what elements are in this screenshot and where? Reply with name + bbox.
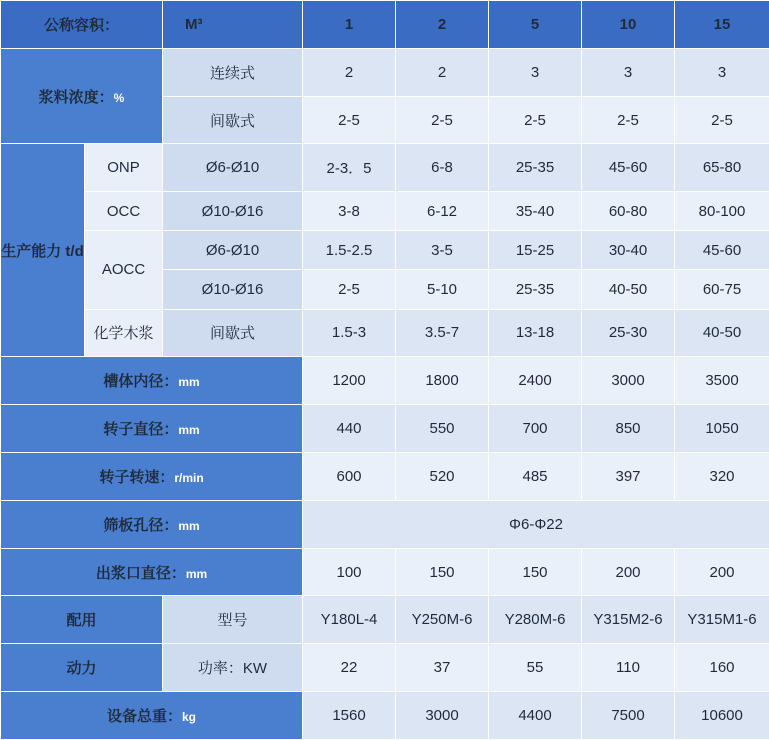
cell: 2-5 xyxy=(675,96,769,144)
cell: 1050 xyxy=(675,405,769,453)
row-label-text: 筛板孔径： xyxy=(103,516,179,534)
cell: 60-80 xyxy=(582,192,675,231)
cell: 65-80 xyxy=(675,144,769,192)
table-row xyxy=(1,309,769,357)
table-row xyxy=(1,644,769,692)
table-row xyxy=(1,596,769,644)
cell: 25-35 xyxy=(489,144,582,192)
cell: 6-12 xyxy=(396,192,489,231)
table-row xyxy=(1,500,769,548)
row-label-unit: mm xyxy=(178,423,200,438)
table-row xyxy=(1,144,769,192)
cell: 55 xyxy=(489,644,582,692)
cell: 110 xyxy=(582,644,675,692)
cell: 60-75 xyxy=(675,270,769,309)
cell: 3-8 xyxy=(303,192,396,231)
cell: 320 xyxy=(675,453,769,501)
cell: 3500 xyxy=(675,357,769,405)
row-label-screen-plate-hole-diameter xyxy=(1,500,303,548)
row-label-rotor-speed xyxy=(1,453,303,501)
cell: 2-5 xyxy=(303,96,396,144)
cell: 485 xyxy=(489,453,582,501)
cell: 2 xyxy=(303,48,396,96)
row-label-motor-usage: 配用 xyxy=(1,596,163,644)
cell-size: Ø6-Ø10 xyxy=(163,144,303,192)
cell: 700 xyxy=(489,405,582,453)
table-row xyxy=(1,231,769,270)
subrow-continuous: 连续式 xyxy=(163,48,303,96)
cell: 850 xyxy=(582,405,675,453)
cell: 40-50 xyxy=(675,309,769,357)
row-label-tank-inner-diameter xyxy=(1,357,303,405)
cell: 2-3．5 xyxy=(303,144,396,192)
cell: 45-60 xyxy=(582,144,675,192)
cell: 2400 xyxy=(489,357,582,405)
row-label-text: 浆料浓度： xyxy=(38,88,114,106)
cell: 100 xyxy=(303,548,396,596)
row-label-unit: r/min xyxy=(174,470,204,485)
row-label-pulp-outlet-diameter xyxy=(1,548,303,596)
cell: 160 xyxy=(675,644,769,692)
row-label-text: 槽体内径： xyxy=(103,373,179,391)
table-row xyxy=(1,405,769,453)
table-row xyxy=(1,692,769,740)
cell: 600 xyxy=(303,453,396,501)
row-label-text: 设备总重： xyxy=(106,708,182,726)
cell: 2-5 xyxy=(582,96,675,144)
header-col-2: 2 xyxy=(396,1,489,49)
cell: 1.5-2.5 xyxy=(303,231,396,270)
cell-size: 间歇式 xyxy=(163,309,303,357)
cell: 22 xyxy=(303,644,396,692)
cell-power-label: 功率：KW xyxy=(163,644,303,692)
cell: 15-25 xyxy=(489,231,582,270)
table-header-row xyxy=(1,1,769,49)
cell: 3000 xyxy=(582,357,675,405)
header-col-15: 15 xyxy=(675,1,769,49)
row-label-unit: % xyxy=(113,90,125,105)
cell: 2-5 xyxy=(396,96,489,144)
cell: 2-5 xyxy=(303,270,396,309)
header-nominal-volume-label: 公称容积： xyxy=(1,1,163,49)
cell: 200 xyxy=(675,548,769,596)
cell: 40-50 xyxy=(582,270,675,309)
row-label-unit: kg xyxy=(182,710,197,725)
cell: 25-35 xyxy=(489,270,582,309)
row-label-unit: mm xyxy=(178,375,200,390)
cell: 440 xyxy=(303,405,396,453)
cell: 4400 xyxy=(489,692,582,740)
cell: 3 xyxy=(675,48,769,96)
table-row xyxy=(1,192,769,231)
cell: 550 xyxy=(396,405,489,453)
cell-type-aocc: AOCC xyxy=(85,231,163,309)
cell: 3 xyxy=(582,48,675,96)
header-col-10: 10 xyxy=(582,1,675,49)
table-row xyxy=(1,48,769,96)
row-label-motor-power: 动力 xyxy=(1,644,163,692)
cell: Y280M-6 xyxy=(489,596,582,644)
cell: 13-18 xyxy=(489,309,582,357)
cell: 150 xyxy=(396,548,489,596)
header-col-5: 5 xyxy=(489,1,582,49)
cell-type-occ: OCC xyxy=(85,192,163,231)
cell: 2-5 xyxy=(489,96,582,144)
cell: 3-5 xyxy=(396,231,489,270)
cell: 3 xyxy=(489,48,582,96)
row-label-rotor-diameter xyxy=(1,405,303,453)
cell: Y250M-6 xyxy=(396,596,489,644)
cell: 200 xyxy=(582,548,675,596)
header-unit: M³ xyxy=(163,1,303,49)
row-label-pulp-consistency xyxy=(1,48,163,144)
row-label-unit: mm xyxy=(185,566,208,581)
row-label-production-capacity: 生产能力 t/d xyxy=(1,144,85,357)
cell: 7500 xyxy=(582,692,675,740)
cell: 37 xyxy=(396,644,489,692)
row-label-unit: mm xyxy=(178,518,200,533)
cell-type-onp: ONP xyxy=(85,144,163,192)
row-label-text: 转子转速： xyxy=(99,468,175,486)
table-row xyxy=(1,453,769,501)
cell: 397 xyxy=(582,453,675,501)
cell: 35-40 xyxy=(489,192,582,231)
subrow-intermittent: 间歇式 xyxy=(163,96,303,144)
cell: Y180L-4 xyxy=(303,596,396,644)
cell-size: Ø10-Ø16 xyxy=(163,192,303,231)
cell: 150 xyxy=(489,548,582,596)
cell-type-chemical-wood-pulp: 化学木浆 xyxy=(85,309,163,357)
cell: 1560 xyxy=(303,692,396,740)
cell: 80-100 xyxy=(675,192,769,231)
cell: 1.5-3 xyxy=(303,309,396,357)
cell-model-label: 型号 xyxy=(163,596,303,644)
cell: 25-30 xyxy=(582,309,675,357)
header-col-1: 1 xyxy=(303,1,396,49)
row-label-text: 出浆口直径： xyxy=(95,564,186,582)
cell: 3.5-7 xyxy=(396,309,489,357)
cell: 5-10 xyxy=(396,270,489,309)
cell: 1800 xyxy=(396,357,489,405)
cell: Y315M2-6 xyxy=(582,596,675,644)
table-row xyxy=(1,357,769,405)
cell: 1200 xyxy=(303,357,396,405)
cell: 30-40 xyxy=(582,231,675,270)
cell-size: Ø10-Ø16 xyxy=(163,270,303,309)
cell: 520 xyxy=(396,453,489,501)
cell: Y315M1-6 xyxy=(675,596,769,644)
cell: 3000 xyxy=(396,692,489,740)
cell-merged: Φ6-Φ22 xyxy=(303,500,769,548)
cell: 2 xyxy=(396,48,489,96)
row-label-total-weight xyxy=(1,692,303,740)
cell-size: Ø6-Ø10 xyxy=(163,231,303,270)
cell: 6-8 xyxy=(396,144,489,192)
cell: 10600 xyxy=(675,692,769,740)
table-row xyxy=(1,548,769,596)
cell: 45-60 xyxy=(675,231,769,270)
row-label-text: 转子直径： xyxy=(103,421,179,439)
